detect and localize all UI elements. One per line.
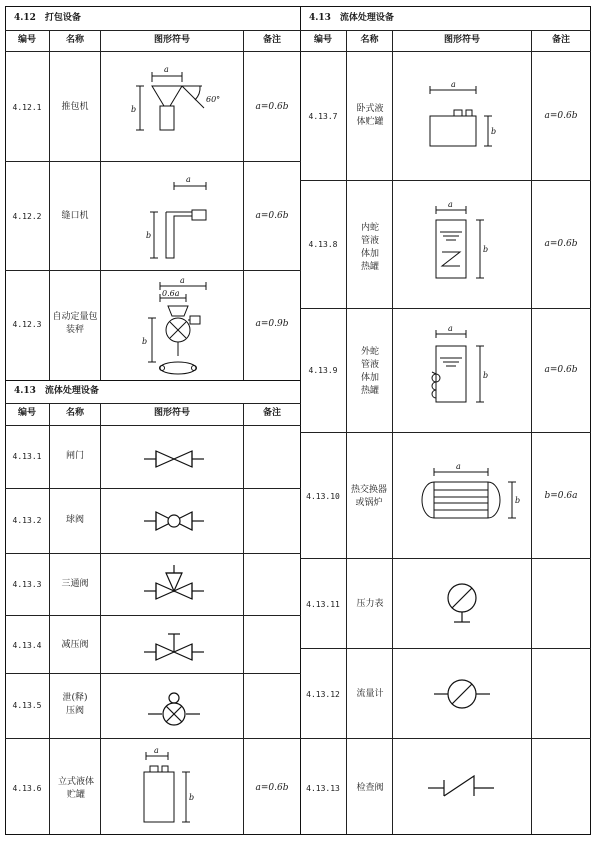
- dim-b-label: b: [483, 245, 489, 254]
- dim-frac-label: 0.6a: [162, 289, 180, 298]
- flow-meter-icon: [430, 672, 494, 720]
- dim-b-label: b: [131, 105, 137, 114]
- ball-valve-icon: [140, 506, 208, 540]
- col-rule: [531, 30, 532, 834]
- rule: [300, 51, 591, 52]
- section-title-4-13-left: 4.13 流体处理设备: [14, 386, 99, 396]
- dim-b-label: b: [146, 231, 152, 240]
- col-rule: [243, 403, 244, 834]
- dim-a-label: a: [448, 200, 453, 209]
- row-code: 4.13.12: [306, 690, 340, 699]
- row-name: 三通阀: [61, 579, 89, 589]
- pressure-reducing-valve-icon: [140, 628, 208, 672]
- dim-b-label: b: [142, 337, 148, 346]
- row-code: 4.13.13: [306, 784, 340, 793]
- vertical-tank-icon: [132, 746, 212, 836]
- bottom-border: [5, 834, 591, 835]
- row-name: 压力表: [356, 599, 384, 609]
- auto-weighing-packer-icon: [130, 276, 230, 384]
- bagging-machine-icon: [120, 60, 230, 159]
- row-note: a=0.6b: [255, 211, 289, 221]
- external-coil-tank-icon: [420, 324, 510, 418]
- dim-a-label: a: [164, 65, 169, 74]
- row-name: 立式液体贮罐: [57, 777, 94, 800]
- row-name: 自动定量包装秤: [52, 312, 98, 335]
- section-title-4-13-right: 4.13 流体处理设备: [309, 13, 394, 23]
- header-symbol: 图形符号: [153, 408, 190, 418]
- row-name: 减压阀: [61, 640, 89, 650]
- row-name: 泄(释)压阀: [62, 693, 88, 716]
- dim-a-label: a: [456, 462, 461, 471]
- header-note: 备注: [262, 408, 281, 418]
- row-name: 内蛇管液体加热罐: [360, 223, 379, 272]
- row-note: b=0.6a: [544, 491, 578, 501]
- heat-exchanger-icon: [416, 460, 526, 534]
- row-name: 热交换器或锅炉: [350, 485, 387, 508]
- row-name: 缝口机: [61, 211, 89, 221]
- row-name: 球阀: [65, 515, 84, 525]
- col-rule: [49, 403, 50, 834]
- bag-sewing-machine-icon: [140, 172, 220, 271]
- row-name: 外蛇管液体加热罐: [360, 347, 379, 396]
- dim-angle-label: 60°: [206, 95, 221, 104]
- col-rule: [392, 30, 393, 834]
- row-note: a=0.6b: [544, 111, 578, 121]
- row-note: a=0.6b: [544, 365, 578, 375]
- dim-a-label: a: [451, 80, 456, 89]
- header-name: 名称: [360, 35, 379, 45]
- row-name: 流量计: [356, 689, 384, 699]
- dim-a-label: a: [154, 746, 159, 755]
- row-code: 4.13.8: [308, 240, 338, 249]
- header-code: 编号: [313, 35, 332, 45]
- header-code: 编号: [17, 35, 36, 45]
- col-rule: [49, 30, 50, 380]
- col-rule: [100, 30, 101, 380]
- rule: [300, 30, 591, 31]
- pressure-gauge-icon: [440, 578, 484, 632]
- gate-valve-icon: [140, 444, 208, 478]
- row-code: 4.13.9: [308, 366, 338, 375]
- header-symbol: 图形符号: [443, 35, 480, 45]
- dim-a-label: a: [448, 324, 453, 333]
- header-name: 名称: [65, 35, 84, 45]
- dim-b-label: b: [189, 793, 195, 802]
- dim-b-label: b: [515, 496, 521, 505]
- row-name: 闸门: [65, 451, 84, 461]
- dim-a-label: a: [186, 175, 191, 184]
- rule: [300, 558, 591, 559]
- header-name: 名称: [65, 408, 84, 418]
- col-rule: [100, 403, 101, 834]
- center-divider: [300, 6, 301, 835]
- rule: [300, 648, 591, 649]
- row-code: 4.12.1: [12, 103, 42, 112]
- horizontal-tank-icon: [418, 80, 508, 164]
- dim-b-label: b: [483, 371, 489, 380]
- row-code: 4.13.11: [306, 600, 340, 609]
- row-code: 4.13.5: [12, 701, 42, 710]
- rule: [300, 432, 591, 433]
- row-code: 4.13.3: [12, 580, 42, 589]
- row-note: a=0.6b: [544, 239, 578, 249]
- row-name: 检查阀: [356, 783, 384, 793]
- header-symbol: 图形符号: [153, 35, 190, 45]
- section-title-4-12: 4.12 打包设备: [14, 13, 81, 23]
- row-note: a=0.6b: [255, 102, 289, 112]
- internal-coil-tank-icon: [426, 200, 506, 294]
- row-note: a=0.9b: [255, 319, 289, 329]
- col-rule: [346, 30, 347, 834]
- check-valve-icon: [424, 766, 500, 814]
- header-code: 编号: [17, 408, 36, 418]
- three-way-valve-icon: [140, 563, 208, 613]
- row-code: 4.13.1: [12, 452, 42, 461]
- dim-b-label: b: [491, 127, 497, 136]
- row-code: 4.13.4: [12, 641, 42, 650]
- relief-valve-icon: [144, 684, 204, 734]
- row-code: 4.13.6: [12, 784, 42, 793]
- row-code: 4.12.2: [12, 212, 42, 221]
- top-border: [5, 6, 591, 7]
- row-code: 4.13.10: [306, 492, 340, 501]
- row-code: 4.13.2: [12, 516, 42, 525]
- row-note: a=0.6b: [255, 783, 289, 793]
- dim-a-label: a: [180, 276, 185, 285]
- header-note: 备注: [551, 35, 570, 45]
- row-code: 4.12.3: [12, 320, 42, 329]
- rule: [300, 308, 591, 309]
- header-note: 备注: [262, 35, 281, 45]
- row-name: 推包机: [61, 102, 89, 112]
- row-name: 卧式液体贮罐: [356, 104, 384, 127]
- right-border: [590, 6, 591, 835]
- rule: [300, 180, 591, 181]
- rule: [300, 738, 591, 739]
- row-code: 4.13.7: [308, 112, 338, 121]
